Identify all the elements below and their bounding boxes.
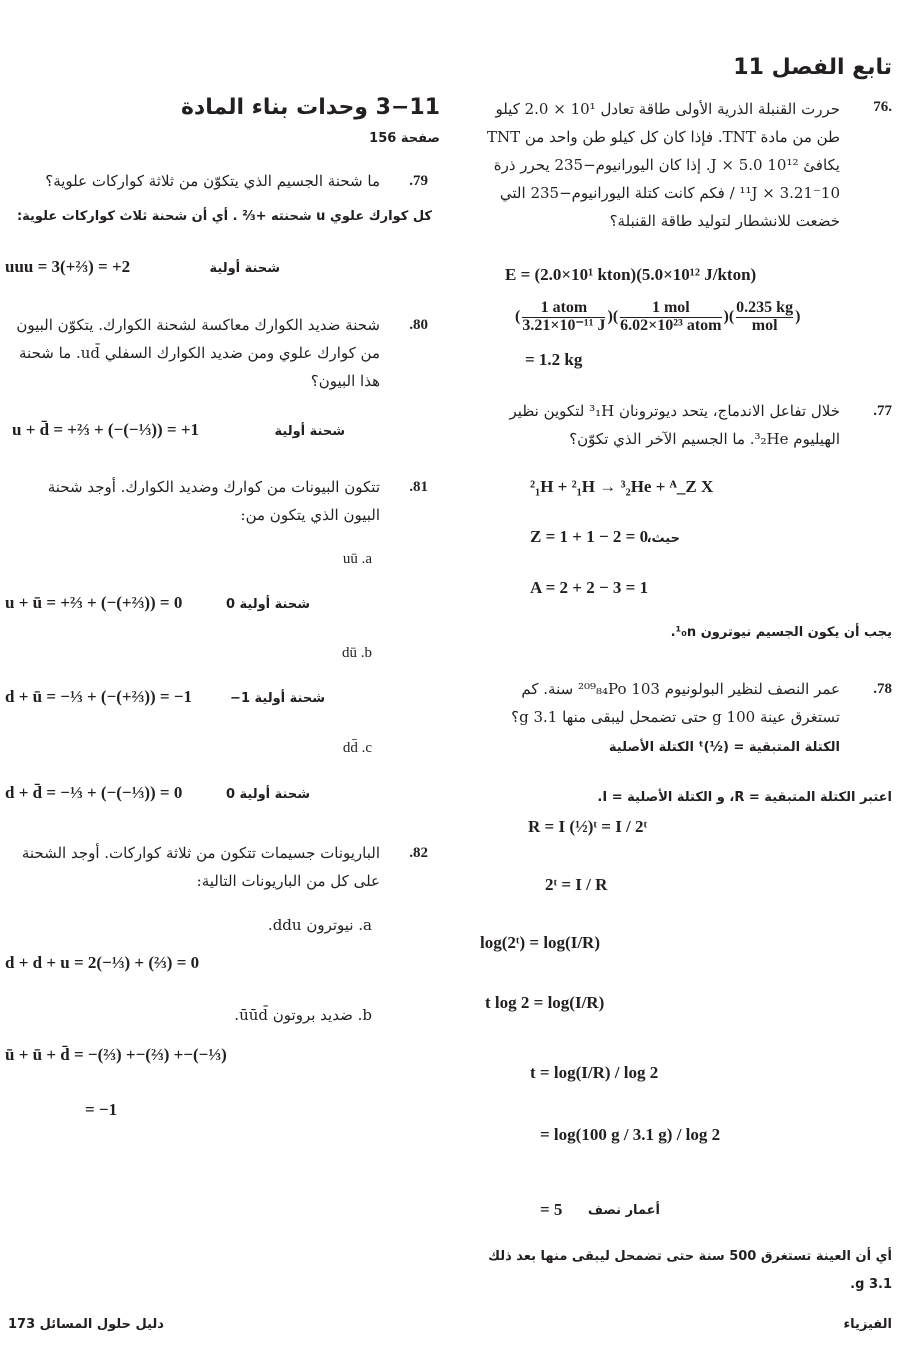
question-number-76: 76. (873, 99, 892, 115)
q76-energy-equation: E = (2.0×10¹ kton)(5.0×10¹² J/kton) (505, 265, 757, 284)
q82b-equation: ū + ū + d̄ = −(⅔) +−(⅔) +−(−⅓) (5, 1045, 227, 1064)
q79-charge-label: شحنة أولية (209, 261, 280, 276)
q82a-label: a. نيوترون ddu. (267, 916, 372, 934)
q81b-equation: d + ū = −⅓ + (−(+⅔)) = −1 (5, 687, 193, 706)
q81b-answer: شحنة أولية 1− (230, 691, 325, 706)
question-number-77: .77 (873, 403, 892, 419)
q78-line-5: t = log(I/R) / log 2 (530, 1063, 659, 1082)
q78-line-2: 2ᵗ = I / R (545, 875, 608, 894)
q77-a-equation: A = 2 + 2 − 3 = 1 (530, 578, 649, 597)
question-76-text: حررت القنبلة الذرية الأولى طاقة تعادل 10¹ × 2.0 كيلو طن من مادة TNT. فإذا كان كل كيلو طن واحد من TNT يكافئ 10¹² J × 5.0. إذا كان اليورانيوم−235 يحرر ذرة 10⁻¹¹J × 3.21 / فكم كانت كتلة اليورانيوم−235 التي خضعت للانشطار لتوليد طاقة القنبلة؟ (486, 100, 840, 230)
q82b-label: b. ضديد بروتون ūūd̄. (234, 1006, 372, 1024)
q78-line-3: log(2ᵗ) = log(I/R) (480, 933, 600, 952)
question-80-text: شحنة ضديد الكوارك معاكسة لشحنة الكوارك. يتكوّن البيون من كوارك علوي ومن ضديد الكوارك السفلي ud̄. ما شحنة هذا البيون؟ (16, 316, 380, 390)
q81c-equation: d + d̄ = −⅓ + (−(−⅓)) = 0 (5, 783, 183, 802)
q81a-label: uū .a (342, 551, 372, 567)
question-77-text: خلال تفاعل الاندماج، يتحد ديوترونان ³₁H لتكوين نظير الهيليوم ³₂He. ما الجسيم الآخر الذي تكوّن؟ (509, 402, 840, 448)
question-number-81: .81 (409, 479, 428, 495)
question-78-text: عمر النصف لنظير البولونيوم ²⁰⁹₈₄Po 103 سنة. كم تستغرق عينة 100 g حتى تضمحل ليبقى منها 3.1 g؟ (511, 680, 840, 726)
q77-z-equation: Z = 1 + 1 − 2 = 0 (530, 527, 649, 546)
q82b-result: = −1 (85, 1100, 118, 1119)
question-number-80: .80 (409, 317, 428, 333)
q81c-answer: شحنة أولية 0 (225, 787, 310, 802)
footer-page-label: دليل حلول المسائل 173 (8, 1317, 164, 1332)
q82a-equation: d + d + u = 2(−⅓) + (⅔) = 0 (5, 953, 200, 972)
question-79-text: ما شحنة الجسيم الذي يتكوّن من ثلاثة كواركات علوية؟ (45, 172, 380, 190)
q81b-label: dū .b (342, 645, 372, 661)
q77-reaction: ²₁H + ²₁H → ³₂He + ᴬ_Z X (530, 477, 714, 496)
q76-result: = 1.2 kg (525, 350, 583, 369)
q78-line-4: t log 2 = log(I/R) (485, 993, 605, 1012)
q78-line-7-label: أعمار نصف (587, 1203, 660, 1218)
q80-equation: u + d̄ = +⅔ + (−(−⅓)) = +1 (12, 420, 200, 439)
question-number-78: .78 (873, 681, 892, 697)
q78-relation: الكتلة المتبقية = (½)ᵗ الكتلة الأصلية (608, 740, 840, 755)
q81a-equation: u + ū = +⅔ + (−(+⅔)) = 0 (5, 593, 183, 612)
q81a-answer: شحنة أولية 0 (225, 597, 310, 612)
q81c-label: dd̄ .c (342, 740, 372, 756)
q77-conclusion: يجب أن يكون الجسيم نيوترون ¹₀n. (670, 625, 892, 640)
right-column (460, 95, 900, 1305)
q78-consider: اعتبر الكتلة المتبقية = R، و الكتلة الأصلية = I. (597, 790, 892, 805)
left-column (0, 95, 440, 1305)
q78-line-7: = 5 (540, 1200, 563, 1219)
q78-line-1: R = I (½)ᵗ = I / 2ᵗ (528, 817, 648, 836)
q76-conversion-equation: ( $\frac{\text{1 atom}}{\text{3.21×10⁻¹¹ J}}$ )( $\frac{\text{1 mol}}{\text{6.02×10²³ atom}}$ )( $\frac{0.235 kg}{\text{mol}}$ ) (515, 299, 801, 334)
q78-line-6: = log(100 g / 3.1 g) / log 2 (540, 1125, 721, 1144)
question-82-text: الباريونات جسيمات تتكون من ثلاثة كواركات. أوجد الشحنة على كل من الباريونات التالية: (21, 844, 380, 890)
footer-subject: الفيزياء (843, 1317, 892, 1332)
section-page: صفحة 156 (369, 131, 440, 146)
q80-charge-label: شحنة أولية (274, 424, 345, 439)
q78-final-answer: أي أن العينة تستغرق 500 سنة حتى تضمحل ليبقى منها بعد ذلك 3.1 g. (488, 1249, 892, 1292)
question-number-79: .79 (409, 173, 428, 189)
question-number-82: .82 (409, 845, 428, 861)
q79-answer: كل كوارك علوي u شحنته +⅔ . أي أن شحنة ثلاث كواركات علوية: (16, 209, 432, 224)
q79-equation: uuu = 3(+⅔) = +2 (5, 257, 131, 276)
q77-where-label: حيث، (646, 531, 680, 546)
question-81-text: تتكون البيونات من كوارك وضديد الكوارك. أوجد شحنة البيون الذي يتكون من: (47, 478, 380, 524)
chapter-title: تابع الفصل 11 (733, 55, 892, 80)
section-title: 3−11 وحدات بناء المادة (180, 95, 440, 120)
